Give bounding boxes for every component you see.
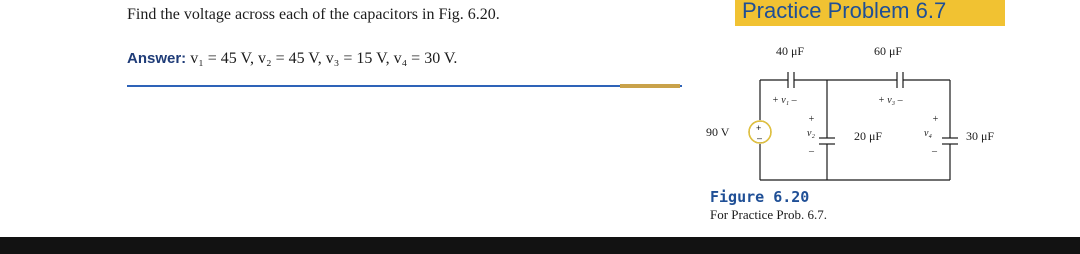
source-minus-sign: – (757, 133, 763, 143)
answer-label: Answer: (127, 50, 187, 67)
figure-caption: For Practice Prob. 6.7. (710, 207, 827, 222)
bottom-black-bar (0, 237, 1080, 254)
cap-20-label: 20 μF (854, 129, 883, 143)
v4-label: v₄ (924, 128, 932, 139)
v4-plus: + (932, 114, 939, 125)
source-plus-sign: + (756, 123, 762, 133)
source-label: 90 V (706, 125, 730, 139)
cap-30-label: 30 μF (966, 129, 995, 143)
cap-40-label: 40 μF (776, 44, 805, 58)
v4-minus: – (932, 146, 937, 157)
v3-label: + v₃ – (878, 95, 903, 106)
divider-accent (620, 84, 680, 88)
practice-banner-title: Practice Problem 6.7 (742, 0, 947, 23)
circuit-diagram (700, 60, 1030, 185)
v1-label: + v₁ – (772, 95, 797, 106)
figure-title: Figure 6.20 (710, 188, 810, 206)
v2-label: v₂ (807, 128, 815, 139)
divider-rule (127, 85, 682, 87)
question-text: Find the voltage across each of the capacitors in Fig. 6.20. (127, 6, 500, 23)
answer-line (127, 50, 457, 68)
answer-text: v₁ = 45 V, v₂ = 45 V, v₃ = 15 V, v₄ = 30 V. (190, 50, 458, 67)
v2-minus: – (809, 146, 814, 157)
v2-plus: + (808, 114, 815, 125)
cap-60-label: 60 μF (874, 44, 903, 58)
